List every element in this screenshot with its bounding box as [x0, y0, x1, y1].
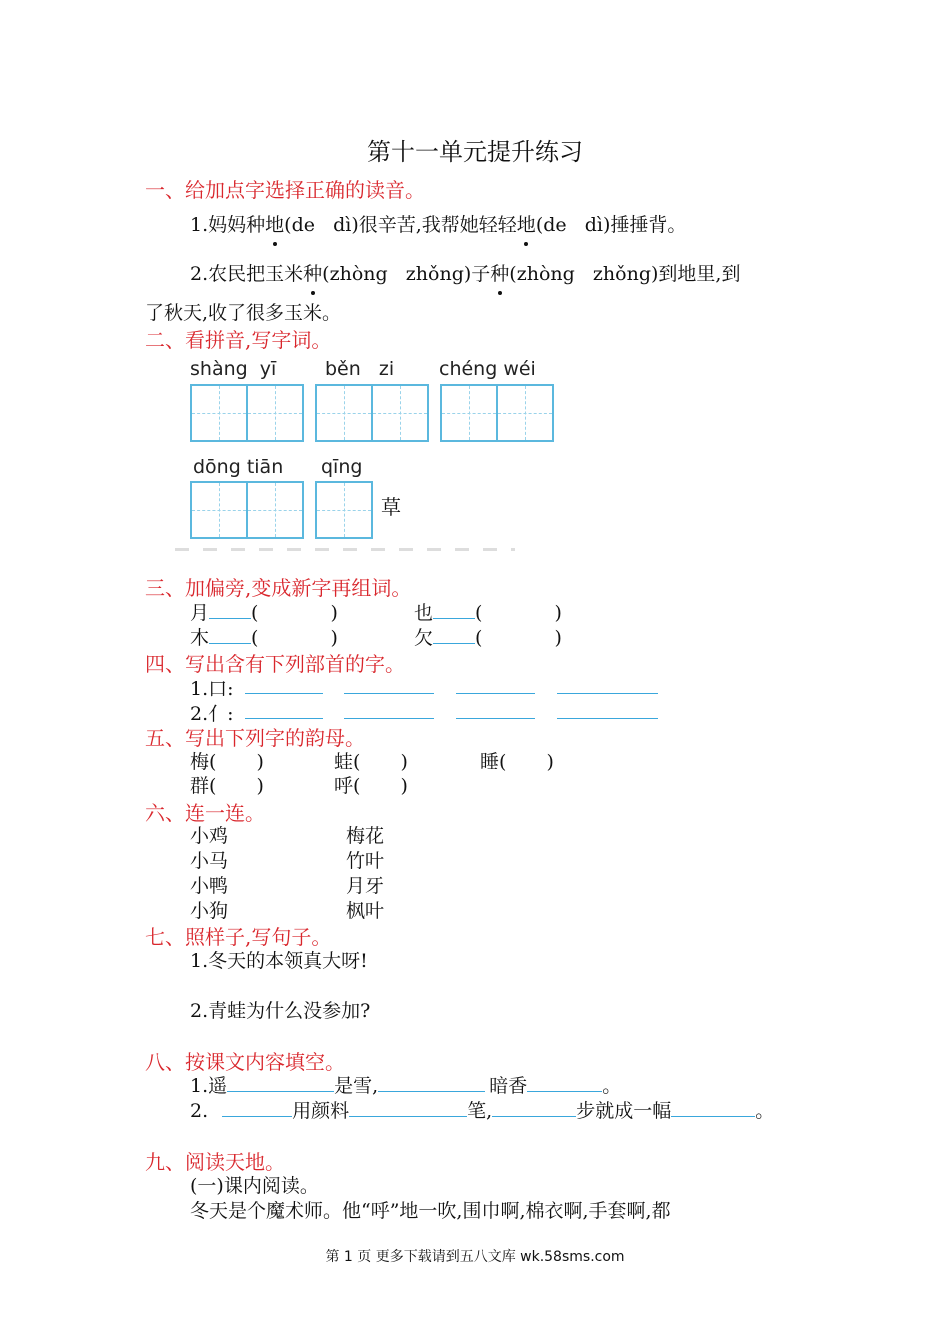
s1-question-2-continued: 了秋天,收了很多玉米。 [145, 302, 342, 324]
radical-char: 木 [190, 627, 210, 649]
s5-item: 睡( ) [480, 751, 554, 773]
answer-blank[interactable] [344, 693, 434, 694]
s4-item-label: 1.口: [190, 678, 234, 700]
answer-blank[interactable] [456, 693, 535, 694]
grid-cell[interactable] [246, 483, 302, 537]
answer-blank[interactable] [245, 718, 323, 719]
text: 笔, [467, 1100, 493, 1122]
text: 。 [602, 1075, 622, 1097]
grid-cell[interactable] [246, 386, 302, 440]
s3-item: 木 ( ) [190, 627, 338, 649]
s1-question-2 [190, 259, 740, 286]
char: 梅 [190, 751, 210, 773]
answer-blank[interactable] [209, 600, 251, 619]
match-left[interactable]: 小马 [190, 850, 229, 872]
match-right[interactable]: 枫叶 [346, 900, 385, 922]
char: 呼 [334, 775, 354, 797]
radical-char: 月 [190, 602, 210, 624]
s5-item: 呼( ) [334, 775, 408, 797]
char: 蛙 [334, 751, 354, 773]
text: 2. [190, 1100, 209, 1122]
match-right[interactable]: 月牙 [346, 875, 385, 897]
s9-subheading: (一)课内阅读。 [190, 1175, 319, 1197]
grid-cell[interactable] [192, 483, 246, 537]
page-footer: 第 1 页 更多下载请到五八文库 wk.58sms.com [325, 1249, 625, 1265]
answer-blank[interactable] [557, 718, 658, 719]
s3-item: 也 ( ) [414, 602, 562, 624]
grid-cell[interactable] [442, 386, 496, 440]
answer-blank[interactable] [433, 625, 475, 644]
section-4-heading: 四、写出含有下列部首的字。 [145, 652, 405, 676]
writing-grid[interactable] [190, 384, 304, 442]
dotted-char: 种 [303, 259, 322, 286]
grass-char: 草 [381, 495, 401, 519]
char: 群 [190, 775, 210, 797]
dotted-char: 地 [265, 210, 284, 237]
section-2-heading: 二、看拼音,写字词。 [145, 328, 332, 352]
grid-cell[interactable] [371, 386, 427, 440]
answer-blank[interactable] [349, 1098, 467, 1117]
text: 用颜料 [292, 1100, 350, 1122]
writing-grid[interactable] [190, 481, 304, 539]
writing-grid[interactable] [440, 384, 554, 442]
match-left[interactable]: 小狗 [190, 900, 229, 922]
s5-item: 蛙( ) [334, 751, 408, 773]
answer-blank[interactable] [209, 625, 251, 644]
faint-artifact [175, 548, 515, 551]
grid-cell[interactable] [317, 386, 371, 440]
answer-blank[interactable] [671, 1098, 755, 1117]
section-8-heading: 八、按课文内容填空。 [145, 1050, 345, 1074]
dotted-char: 种 [490, 259, 509, 286]
pinyin-label: dōng tiān [193, 456, 284, 478]
answer-blank[interactable] [227, 1073, 334, 1092]
page-title: 第十一单元提升练习 [367, 138, 583, 166]
text: 步就成一幅 [576, 1100, 672, 1122]
match-right[interactable]: 竹叶 [346, 850, 385, 872]
s7-question-2: 2.青蛙为什么没参加? [190, 1000, 371, 1022]
s1-q2-part-c: (zhòng zhǒng)子 [322, 263, 491, 285]
s1-q1-part-a: 1.妈妈种 [190, 214, 266, 236]
s3-item: 月 ( ) [190, 602, 338, 624]
answer-blank[interactable] [378, 1073, 485, 1092]
s1-question-1 [190, 210, 686, 237]
match-right[interactable]: 梅花 [346, 825, 385, 847]
answer-blank[interactable] [433, 600, 475, 619]
answer-blank[interactable] [245, 693, 323, 694]
char: 睡 [480, 751, 500, 773]
match-left[interactable]: 小鸡 [190, 825, 229, 847]
section-1-heading: 一、给加点字选择正确的读音。 [145, 178, 425, 202]
s7-question-1: 1.冬天的本领真大呀! [190, 950, 368, 972]
answer-blank[interactable] [492, 1098, 576, 1117]
section-3-heading: 三、加偏旁,变成新字再组词。 [145, 576, 412, 600]
s5-item: 群( ) [190, 775, 264, 797]
answer-blank[interactable] [557, 693, 658, 694]
pinyin-label: shàng yī [190, 358, 277, 380]
section-7-heading: 七、照样子,写句子。 [145, 925, 332, 949]
s1-q1-part-e: (de dì)捶捶背。 [535, 214, 687, 236]
section-9-heading: 九、阅读天地。 [145, 1150, 285, 1174]
s1-q2-part-a: 2.农民把玉米 [190, 263, 304, 285]
writing-grid[interactable] [315, 384, 429, 442]
s4-item-label: 2.亻: [190, 703, 234, 725]
radical-char: 欠 [414, 627, 434, 649]
s8-question-2 [190, 1096, 774, 1123]
grid-cell[interactable] [192, 386, 246, 440]
text: 是雪, [334, 1075, 379, 1097]
answer-blank[interactable] [344, 718, 434, 719]
grid-cell[interactable] [496, 386, 552, 440]
pinyin-label: qīng [321, 456, 363, 478]
grid-cell[interactable] [317, 483, 371, 537]
dotted-char: 地 [517, 210, 536, 237]
s9-paragraph: 冬天是个魔术师。他“呼”地一吹,围巾啊,棉衣啊,手套啊,都 [190, 1200, 671, 1222]
match-left[interactable]: 小鸭 [190, 875, 229, 897]
answer-blank[interactable] [456, 718, 535, 719]
s1-q1-part-c: (de dì)很辛苦,我帮她轻轻 [284, 214, 517, 236]
radical-char: 也 [414, 602, 434, 624]
section-5-heading: 五、写出下列字的韵母。 [145, 726, 365, 750]
section-6-heading: 六、连一连。 [145, 801, 265, 825]
s8-question-1 [190, 1071, 621, 1098]
pinyin-label: běn zi [325, 358, 395, 380]
answer-blank[interactable] [222, 1098, 292, 1117]
text: 暗香 [489, 1075, 528, 1097]
pinyin-label: chéng wéi [439, 358, 536, 380]
s1-q2-part-e: (zhòng zhǒng)到地里,到 [509, 263, 741, 285]
s5-item: 梅( ) [190, 751, 264, 773]
answer-blank[interactable] [527, 1073, 602, 1092]
s3-item: 欠 ( ) [414, 627, 562, 649]
text: 1.遥 [190, 1075, 228, 1097]
writing-grid[interactable] [315, 481, 373, 539]
text: 。 [755, 1100, 775, 1122]
